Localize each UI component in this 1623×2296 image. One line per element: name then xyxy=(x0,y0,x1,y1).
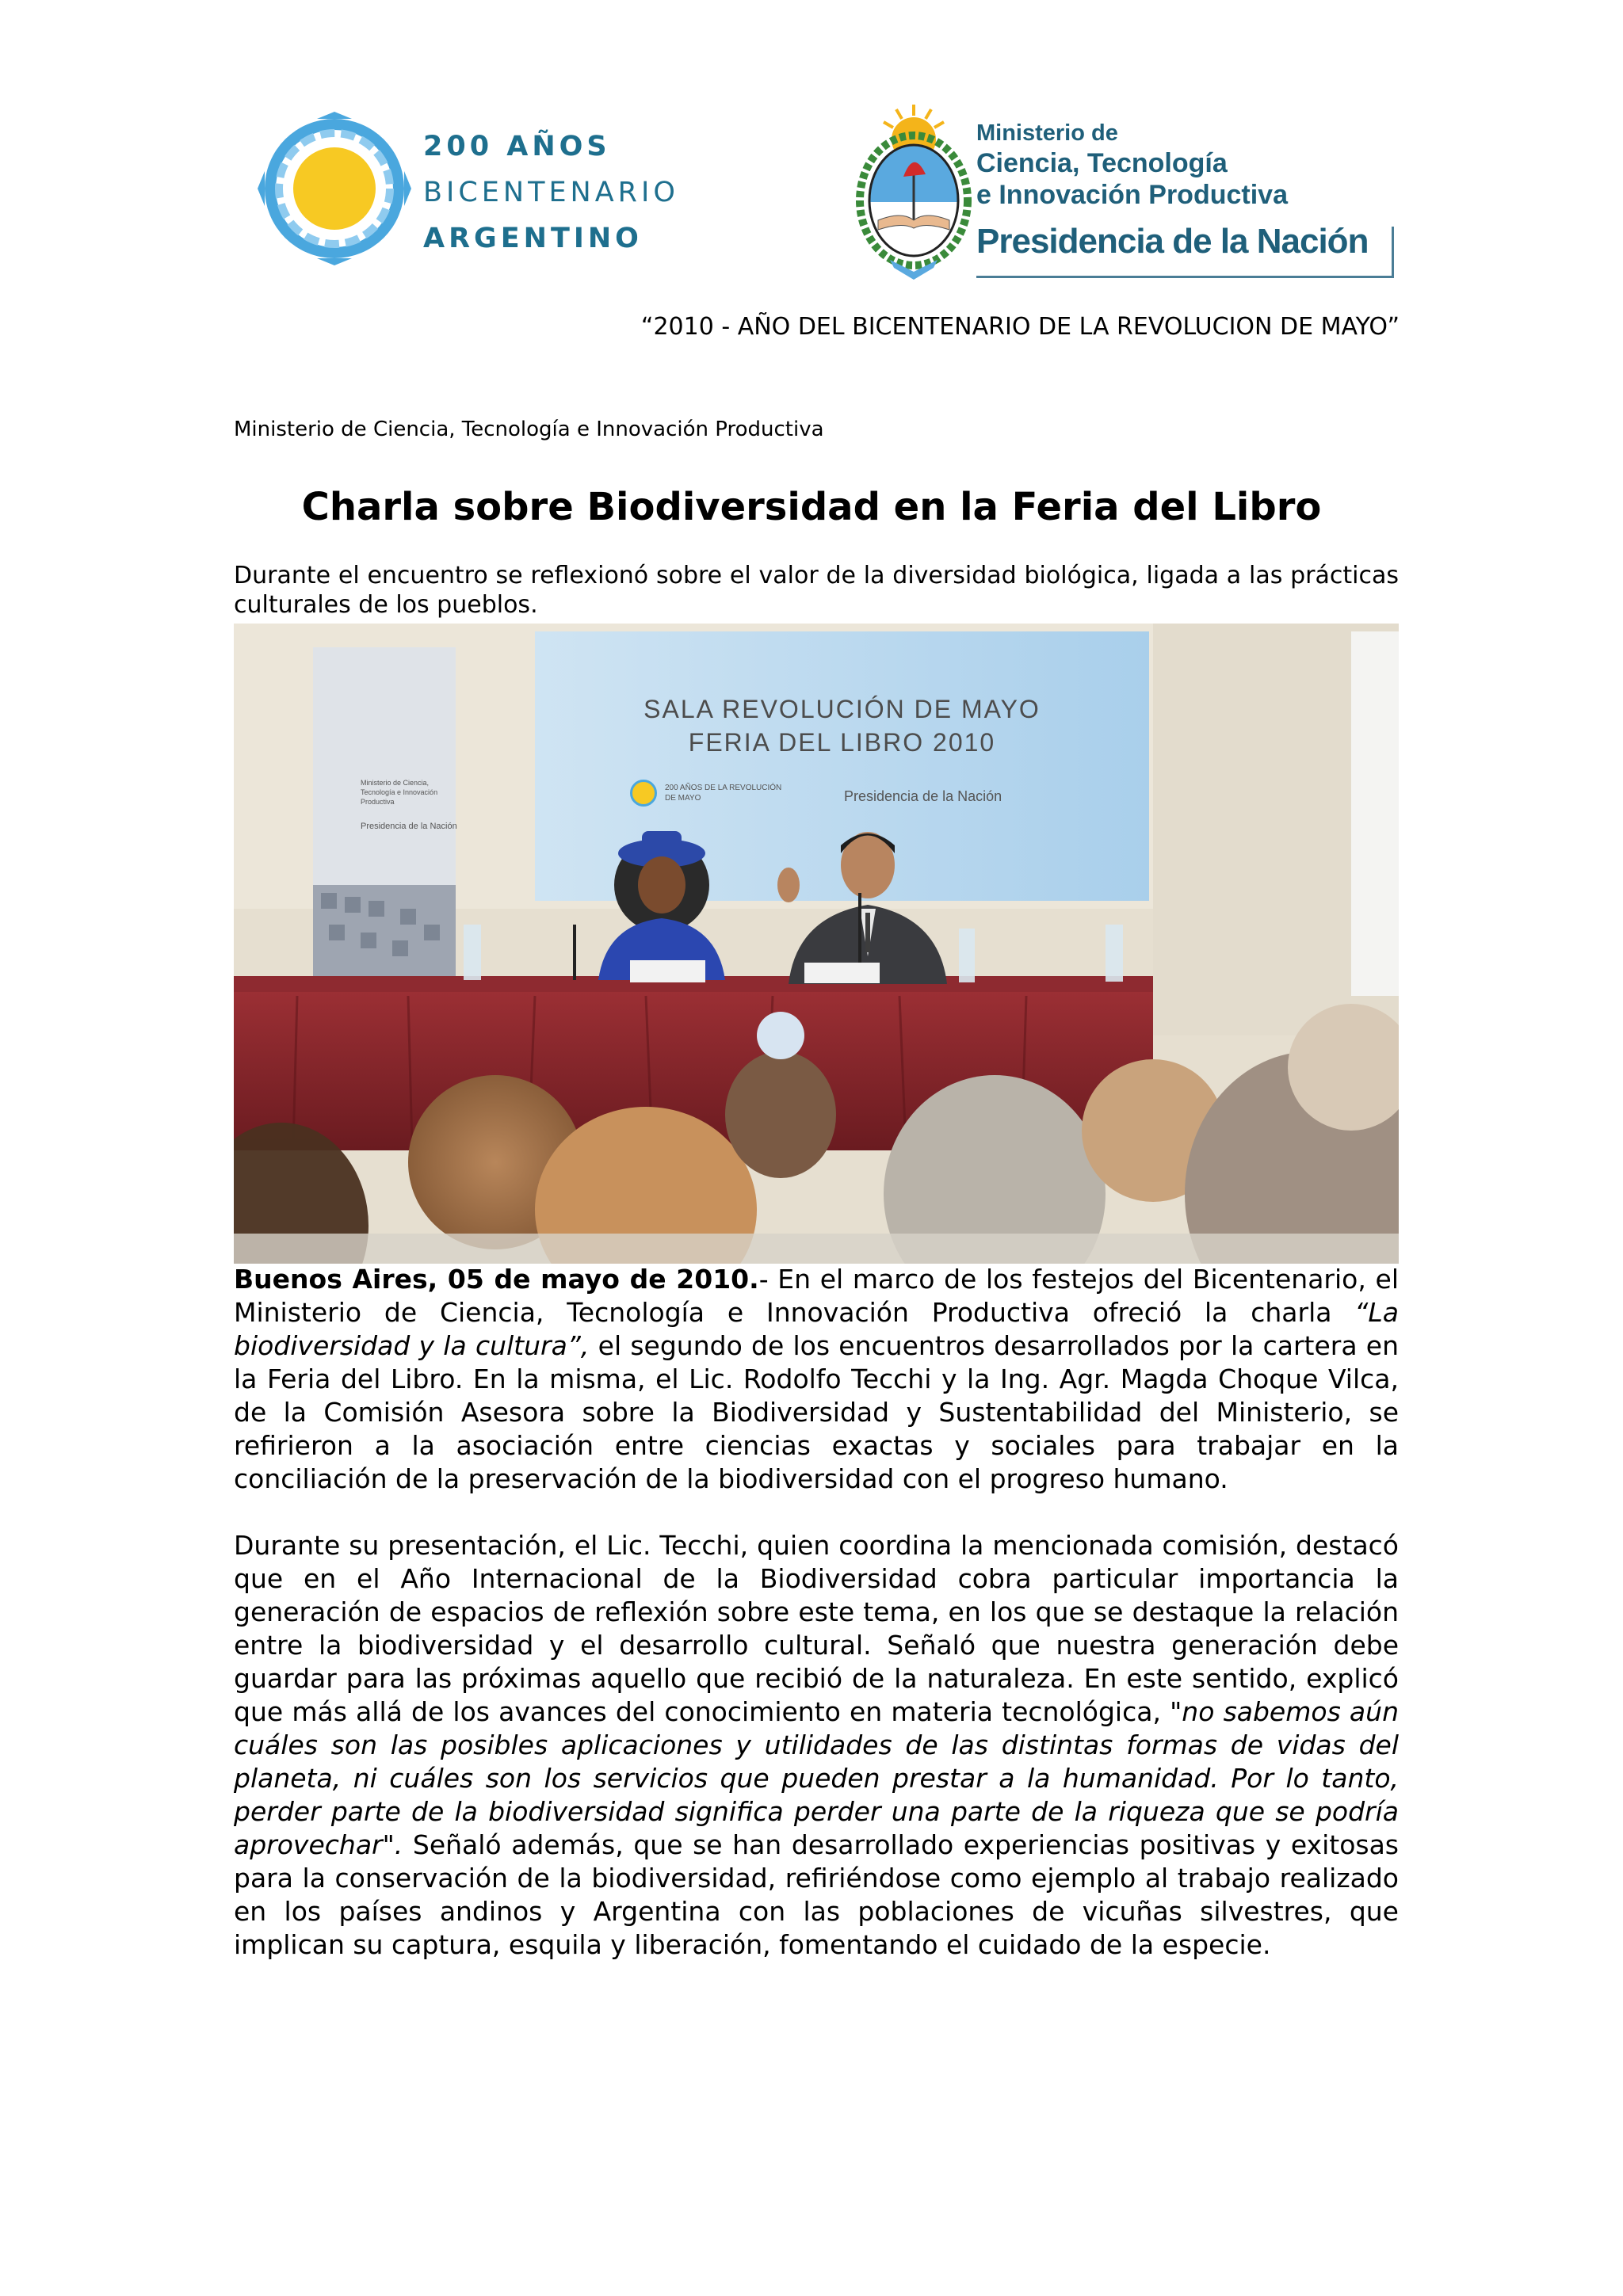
paragraph-2-text-b: Señaló además, que se han desarrollado experiencias positivas y exitosas para la conservación de la biodiversidad, refiriéndose como ejemplo al trabajo realizado en los países andinos y Argentina con las poblaciones de vicuñas silvestres, que implican su captura, esquila y liberación, fomentando el cuidado de la especie. xyxy=(234,1829,1399,1960)
bicentenario-line3: ARGENTINO xyxy=(423,223,643,254)
source-ministry: Ministerio de Ciencia, Tecnología e Innovación Productiva xyxy=(234,418,824,441)
subtitle: Durante el encuentro se reflexionó sobre el valor de la diversidad biológica, ligada a las prácticas culturales de los pueblos. xyxy=(234,562,1399,619)
ministerio-line3: e Innovación Productiva xyxy=(976,180,1288,210)
ministerio-line1: Ministerio de xyxy=(976,120,1118,146)
banner-line2: FERIA DEL LIBRO 2010 xyxy=(688,728,996,757)
paragraph-1 xyxy=(234,1263,1399,1496)
banner-logo1 xyxy=(630,778,789,810)
bicentenario-sun-icon xyxy=(255,109,414,268)
paragraph-2 xyxy=(234,1529,1399,1962)
talk-title: “La biodiversidad y la cultura”, xyxy=(234,1297,1399,1361)
national-coat-of-arms-icon xyxy=(854,101,973,284)
paragraph-2-text-a: Durante su presentación, el Lic. Tecchi, quien coordina la mencionada comisión, destacó que en el Año Internacional de la Biodiversidad cobra particular importancia la generación de espacios de reflexión sobre este tema, en los que se destaque la relación entre la biodiversidad y el desarrollo cultural. Señaló que nuestra generación debe guardar para las próximas aquello que recibió de la naturaleza. En este sentido, explicó que más allá de los avances del conocimiento en materia tecnológica, " xyxy=(234,1530,1399,1727)
ministerio-line2: Ciencia, Tecnología xyxy=(976,148,1228,178)
dateline: Buenos Aires, 05 de mayo de 2010. xyxy=(234,1264,759,1295)
event-photo xyxy=(234,624,1399,1264)
quote: no sabemos aún cuáles son las posibles aplicaciones y utilidades de las distintas formas de vidas del planeta, ni cuáles son los servicios que pueden prestar a la humanidad. Por lo tanto, perder parte de la biodiversidad significa perder una parte de la riqueza que se podría aprovechar". xyxy=(234,1696,1399,1860)
year-motto: “2010 - AÑO DEL BICENTENARIO DE LA REVOLUCION DE MAYO” xyxy=(640,313,1400,341)
bicentenario-line2: BICENTENARIO xyxy=(423,177,679,208)
standee-line1: Ministerio de Ciencia, Tecnología e Innovación Productiva xyxy=(361,779,438,806)
bicentenario-line1: 200 AÑOS xyxy=(423,131,611,162)
banner-logo1-text: 200 AÑOS DE LA REVOLUCIÓN DE MAYO xyxy=(665,784,782,803)
bicentenario-logo xyxy=(255,109,715,268)
banner-sun-icon xyxy=(630,780,657,807)
ministerio-line4: Presidencia de la Nación xyxy=(976,222,1369,261)
standee-line2: Presidencia de la Nación xyxy=(361,822,457,831)
logo-divider-vertical xyxy=(1392,227,1394,276)
paragraph-1-text-a: - En el marco de los festejos del Bicentenario, el Ministerio de Ciencia, Tecnología e Innovación Productiva ofreció la charla xyxy=(234,1264,1399,1328)
page-title: Charla sobre Biodiversidad en la Feria del Libro xyxy=(301,485,1322,529)
ministerio-logo xyxy=(854,101,1393,284)
banner-line1: SALA REVOLUCIÓN DE MAYO xyxy=(643,695,1041,723)
paragraph-1-text-b: el segundo de los encuentros desarrollados por la cartera en la Feria del Libro. En la misma, el Lic. Rodolfo Tecchi y la Ing. Agr. Magda Choque Vilca, de la Comisión Asesora sobre la Biodiversidad y Sustentabilidad del Ministerio, se refirieron a la asociación entre ciencias exactas y sociales para trabajar en la conciliación de la preservación de la biodiversidad con el progreso humano. xyxy=(234,1330,1399,1494)
logo-divider-horizontal xyxy=(976,276,1394,278)
article-body xyxy=(234,1263,1399,1995)
banner-logo2: Presidencia de la Nación xyxy=(844,788,1002,804)
